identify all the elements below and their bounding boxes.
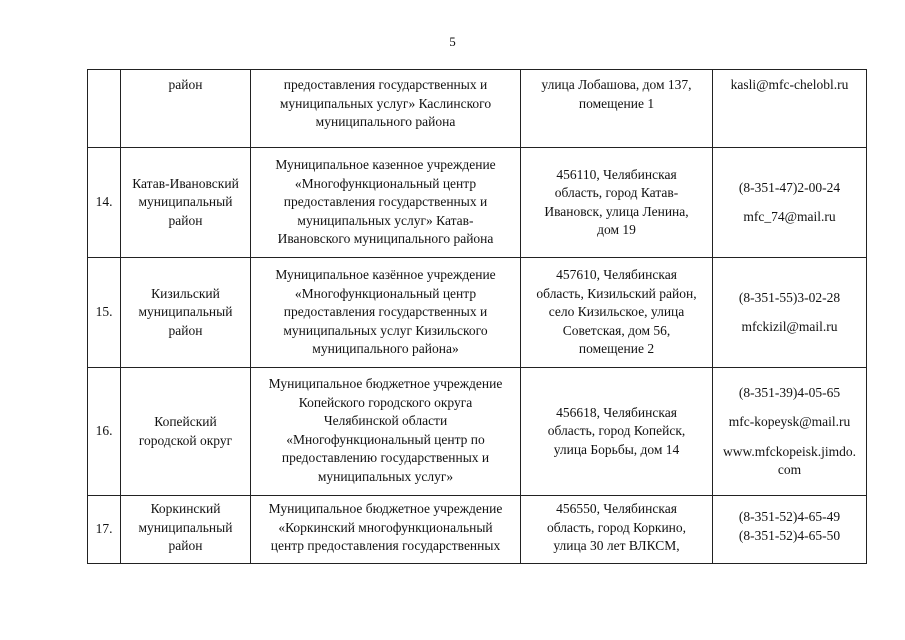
- municipality-line: Коркинский: [150, 501, 221, 516]
- contacts-cell: [713, 148, 867, 258]
- institution-line: Челябинской области: [323, 413, 448, 428]
- institution-line: муниципальных услуг» Каслинского: [279, 95, 492, 111]
- municipality-line: район: [168, 77, 203, 92]
- address-line: помещение 2: [578, 341, 655, 357]
- phone-number: (8-351-55)3-02-28: [738, 289, 841, 305]
- row-number: [88, 70, 121, 148]
- municipality-line: Катав-Ивановский: [132, 175, 239, 191]
- municipality-cell: [121, 368, 251, 496]
- address-line: улица Борьбы, дом 14: [553, 441, 680, 457]
- phone-number: (8-351-47)2-00-24: [738, 179, 841, 195]
- institution-line: Муниципальное бюджетное учреждение: [268, 376, 503, 391]
- email-link[interactable]: kasli@mfc-chelobl.ru: [730, 77, 849, 92]
- phone-number: (8-351-52)4-65-49: [738, 509, 841, 524]
- row-number: 14.: [88, 148, 121, 258]
- address-cell: [521, 70, 713, 148]
- contacts-cell: [713, 368, 867, 496]
- institution-line: муниципальных услуг»: [317, 468, 454, 484]
- email-link[interactable]: mfckizil@mail.ru: [741, 319, 838, 334]
- institution-line: «Многофункциональный центр: [294, 285, 477, 301]
- address-line: область, город Коркино,: [546, 519, 687, 535]
- institution-cell: [251, 368, 521, 496]
- address-line: область, город Копейск,: [547, 423, 686, 439]
- row-number: 15.: [88, 258, 121, 368]
- institution-line: Ивановского муниципального района: [277, 231, 494, 246]
- website-link[interactable]: www.mfckopeisk.jimdo.: [723, 443, 856, 459]
- address-cell: [521, 258, 713, 368]
- row-number: 17.: [88, 496, 121, 564]
- address-line: улица Лобашова, дом 137,: [541, 77, 692, 92]
- address-line: область, Кизильский район,: [536, 285, 697, 301]
- address-line: 456618, Челябинская: [556, 404, 677, 420]
- municipality-cell: [121, 70, 251, 148]
- institution-line: муниципальных услуг Кизильского: [283, 322, 488, 338]
- table-row: [88, 148, 867, 258]
- email-link[interactable]: mfc-kopeysk@mail.ru: [728, 414, 851, 429]
- institution-line: предоставлению государственных и: [281, 450, 490, 465]
- mfc-registry-table: [87, 69, 867, 564]
- institution-line: муниципального района: [315, 114, 456, 129]
- municipality-line: муниципальный: [138, 519, 233, 535]
- address-line: 456550, Челябинская: [556, 501, 677, 516]
- address-line: дом 19: [597, 222, 636, 237]
- address-cell: [521, 496, 713, 564]
- website-link[interactable]: com: [777, 462, 802, 477]
- institution-line: предоставления государственных и: [283, 304, 488, 319]
- institution-line: муниципальных услуг» Катав-: [297, 212, 474, 228]
- contacts-cell: [713, 70, 867, 148]
- address-line: 457610, Челябинская: [556, 267, 677, 283]
- address-line: улица 30 лет ВЛКСМ,: [553, 538, 680, 553]
- institution-line: предоставления государственных и: [283, 194, 488, 209]
- municipality-line: район: [168, 538, 203, 553]
- address-line: помещение 1: [578, 95, 655, 111]
- institution-cell: [251, 258, 521, 368]
- institution-cell: [251, 496, 521, 564]
- address-line: Ивановск, улица Ленина,: [544, 203, 689, 219]
- institution-line: Копейского городского округа: [298, 394, 473, 410]
- municipality-line: район: [168, 212, 203, 228]
- email-link[interactable]: mfc_74@mail.ru: [743, 209, 836, 224]
- contacts-cell: [713, 496, 867, 564]
- address-cell: [521, 368, 713, 496]
- municipality-line: Кизильский: [151, 285, 220, 301]
- row-number: 16.: [88, 368, 121, 496]
- address-line: область, город Катав-: [554, 185, 679, 200]
- phone-number: (8-351-52)4-65-50: [738, 527, 841, 543]
- table-row: [88, 70, 867, 148]
- institution-line: Муниципальное казённое учреждение: [275, 267, 496, 282]
- municipality-cell: [121, 258, 251, 368]
- contacts-cell: [713, 258, 867, 368]
- municipality-line: Копейский: [154, 414, 217, 429]
- address-cell: [521, 148, 713, 258]
- phone-number: (8-351-39)4-05-65: [738, 384, 841, 400]
- institution-line: Муниципальное казенное учреждение: [275, 157, 496, 172]
- page-number: 5: [449, 34, 456, 49]
- address-line: село Кизильское, улица: [548, 304, 685, 320]
- address-line: Советская, дом 56,: [562, 322, 671, 338]
- table-row: [88, 258, 867, 368]
- institution-line: «Многофункциональный центр по: [286, 431, 485, 447]
- municipality-line: муниципальный: [138, 194, 233, 210]
- table-row: [88, 368, 867, 496]
- institution-cell: [251, 148, 521, 258]
- address-line: 456110, Челябинская: [556, 166, 677, 182]
- institution-line: Муниципальное бюджетное учреждение: [268, 501, 503, 516]
- institution-line: центр предоставления государственных: [270, 538, 501, 553]
- table-row: [88, 496, 867, 564]
- institution-line: предоставления государственных и: [283, 77, 488, 92]
- institution-line: «Многофункциональный центр: [294, 175, 477, 191]
- institution-line: муниципального района»: [312, 341, 459, 356]
- institution-cell: [251, 70, 521, 148]
- municipality-line: городской округ: [138, 432, 233, 448]
- municipality-cell: [121, 496, 251, 564]
- municipality-cell: [121, 148, 251, 258]
- municipality-line: район: [168, 322, 203, 338]
- municipality-line: муниципальный: [138, 304, 233, 320]
- institution-line: «Коркинский многофункциональный: [278, 519, 493, 535]
